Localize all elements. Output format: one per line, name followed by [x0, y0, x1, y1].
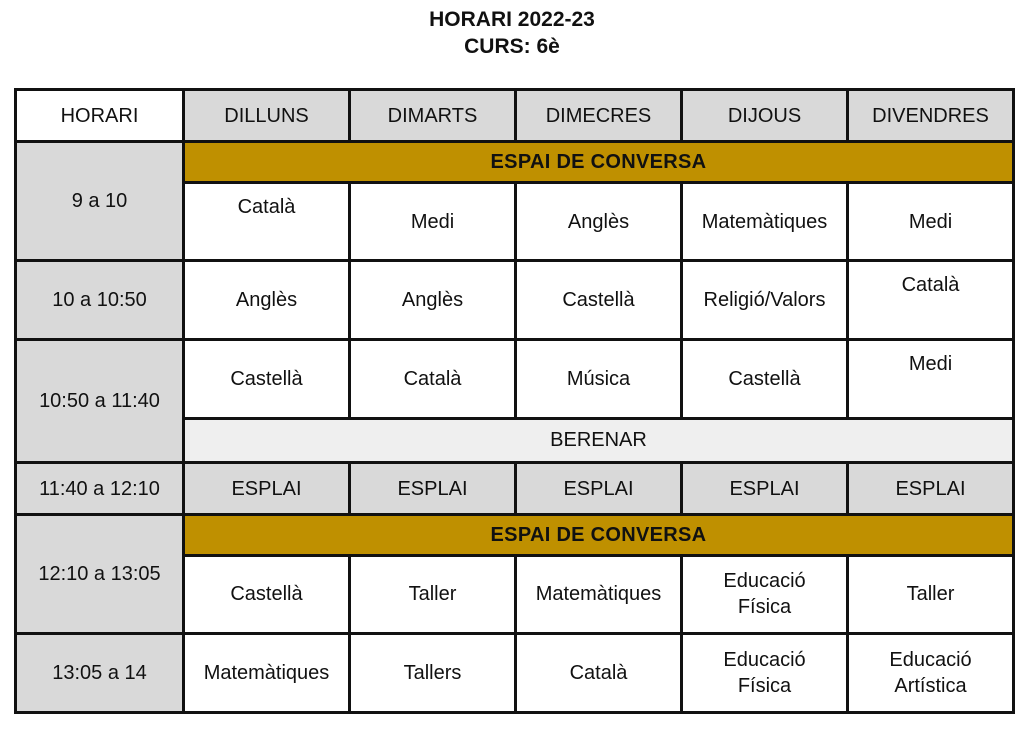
time-cell: 12:10 a 13:05 — [16, 515, 184, 634]
lesson-cell: Educació Física — [682, 555, 848, 634]
time-cell: 10 a 10:50 — [16, 261, 184, 340]
lesson-cell: Anglès — [350, 261, 516, 340]
lesson-cell: Educació Artística — [848, 634, 1014, 713]
lesson-cell: Medi — [350, 182, 516, 261]
lesson-cell: Taller — [350, 555, 516, 634]
lesson-row-6 — [16, 634, 1014, 713]
lesson-cell: Religió/Valors — [682, 261, 848, 340]
lesson-cell: Matemàtiques — [184, 634, 350, 713]
lesson-row-3 — [16, 339, 1014, 418]
header-cell-dimarts: DIMARTS — [350, 90, 516, 142]
esplai-cell: ESPLAI — [682, 462, 848, 514]
lesson-cell: Castellà — [682, 339, 848, 418]
header-cell-divendres: DIVENDRES — [848, 90, 1014, 142]
page-title — [0, 6, 1024, 60]
time-cell: 10:50 a 11:40 — [16, 339, 184, 462]
time-cell: 11:40 a 12:10 — [16, 462, 184, 514]
lesson-cell: Anglès — [184, 261, 350, 340]
lesson-cell: Medi — [848, 182, 1014, 261]
lesson-cell: Tallers — [350, 634, 516, 713]
esplai-row — [16, 462, 1014, 514]
lesson-cell: Anglès — [516, 182, 682, 261]
esplai-cell: ESPLAI — [516, 462, 682, 514]
band-row-1 — [16, 142, 1014, 182]
schedule-table — [14, 88, 1015, 714]
lesson-cell: Català — [350, 339, 516, 418]
esplai-cell: ESPLAI — [848, 462, 1014, 514]
time-cell: 13:05 a 14 — [16, 634, 184, 713]
header-cell-dimecres: DIMECRES — [516, 90, 682, 142]
conversation-band: ESPAI DE CONVERSA — [184, 515, 1014, 555]
lesson-cell: Català — [516, 634, 682, 713]
lesson-cell: Català — [848, 261, 1014, 340]
lesson-cell: Música — [516, 339, 682, 418]
lesson-cell: Matemàtiques — [516, 555, 682, 634]
header-cell-dilluns: DILLUNS — [184, 90, 350, 142]
lesson-row-2 — [16, 261, 1014, 340]
header-cell-horari: HORARI — [16, 90, 184, 142]
lesson-cell: Castellà — [516, 261, 682, 340]
lesson-cell: Educació Física — [682, 634, 848, 713]
lesson-cell: Castellà — [184, 339, 350, 418]
lesson-cell: Taller — [848, 555, 1014, 634]
title-line-2: CURS: 6è — [464, 35, 560, 58]
time-cell: 9 a 10 — [16, 142, 184, 261]
esplai-cell: ESPLAI — [184, 462, 350, 514]
header-cell-dijous: DIJOUS — [682, 90, 848, 142]
lesson-cell: Català — [184, 182, 350, 261]
lesson-cell: Castellà — [184, 555, 350, 634]
band-row-2 — [16, 515, 1014, 555]
conversation-band: ESPAI DE CONVERSA — [184, 142, 1014, 182]
header-row — [16, 90, 1014, 142]
break-band: BERENAR — [184, 418, 1014, 462]
lesson-cell: Matemàtiques — [682, 182, 848, 261]
title-line-1: HORARI 2022-23 — [429, 8, 595, 31]
esplai-cell: ESPLAI — [350, 462, 516, 514]
lesson-cell: Medi — [848, 339, 1014, 418]
